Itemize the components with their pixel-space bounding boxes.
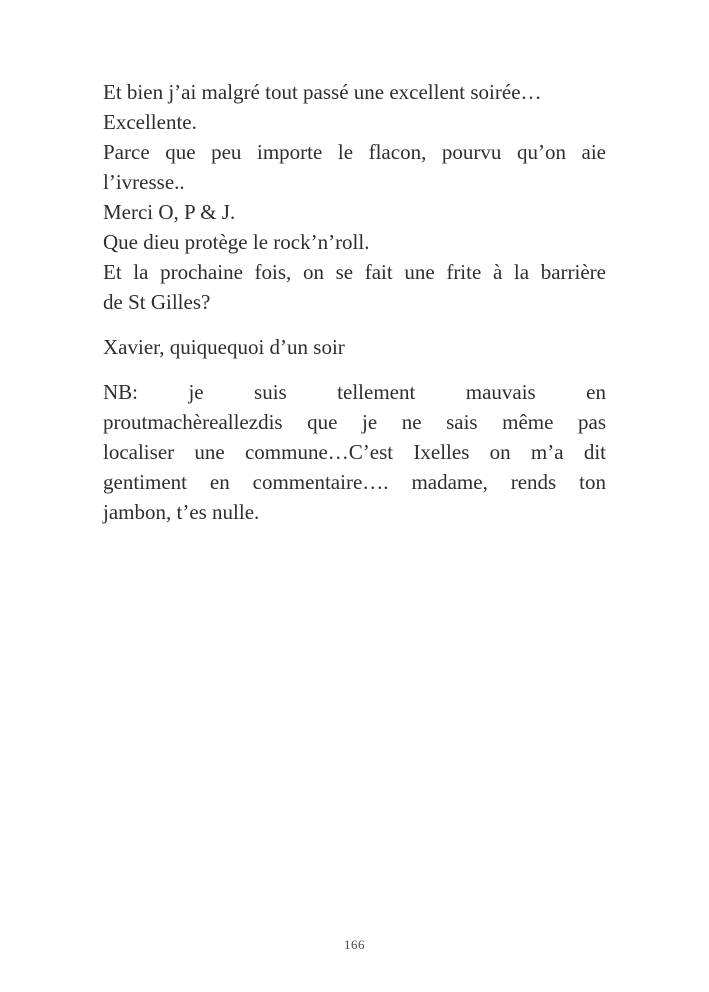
text-block (103, 77, 606, 527)
text-line: jambon, t’es nulle. (103, 500, 260, 524)
text-line: Xavier, quiquequoi d’un soir (103, 335, 345, 359)
text-line: l’ivresse.. (103, 170, 185, 194)
text-line: Excellente. (103, 110, 197, 134)
text-line: NB: je suis tellement mauvais en (103, 380, 606, 404)
page-footer (0, 936, 709, 954)
text-line: Et la prochaine fois, on se fait une frite à la barrière (103, 260, 606, 284)
page-number: 166 (344, 937, 365, 952)
text-line: de St Gilles? (103, 290, 211, 314)
text-line: gentiment en commentaire…. madame, rends ton (103, 470, 606, 494)
text-line: proutmachèreallezdis que je ne sais même pas (103, 410, 606, 434)
text-line: Parce que peu importe le flacon, pourvu qu’on aie (103, 140, 606, 164)
text-line: Et bien j’ai malgré tout passé une excellent soirée… (103, 80, 542, 104)
paragraph-signature (103, 332, 606, 362)
text-line: Merci O, P & J. (103, 200, 236, 224)
paragraph-soiree (103, 77, 606, 317)
paragraph-nb (103, 377, 606, 527)
text-line: Que dieu protège le rock’n’roll. (103, 230, 370, 254)
text-line: localiser une commune…C’est Ixelles on m’a dit (103, 440, 606, 464)
